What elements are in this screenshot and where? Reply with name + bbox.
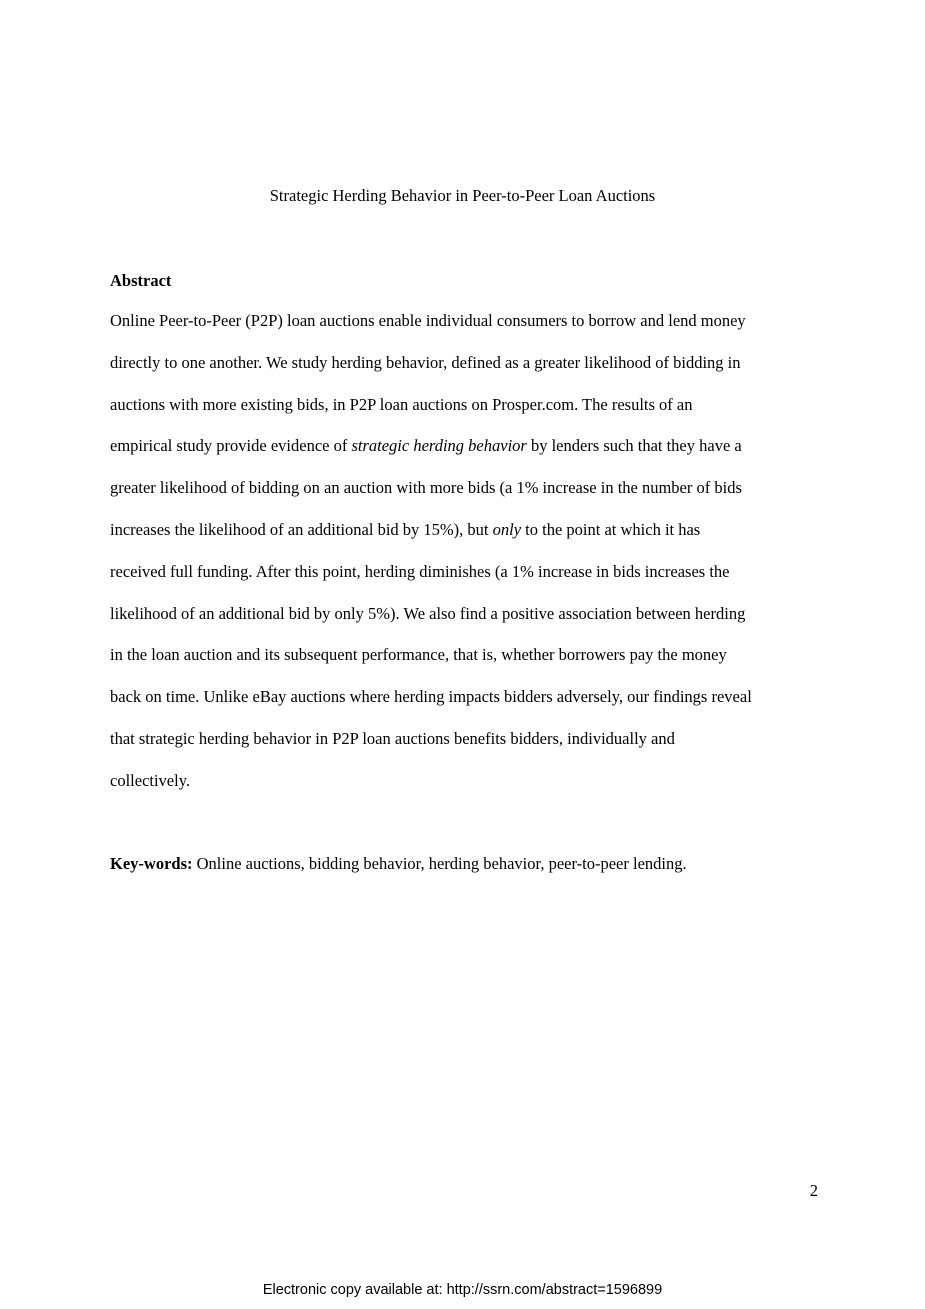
paper-title: Strategic Herding Behavior in Peer-to-Peer Loan Auctions — [269, 186, 656, 205]
abstract-line: auctions with more existing bids, in P2P loan auctions on Prosper.com. The results of an — [110, 394, 693, 414]
emphasis-only: only — [492, 519, 522, 539]
abstract-line: greater likelihood of bidding on an auction with more bids (a 1% increase in the number of bids — [110, 478, 742, 498]
abstract-line — [110, 509, 822, 551]
abstract-line: Online Peer-to-Peer (P2P) loan auctions enable individual consumers to borrow and lend money — [110, 311, 746, 330]
abstract-text: to the point at which it has — [521, 519, 701, 539]
abstract-body — [110, 300, 822, 802]
abstract-text: increases the likelihood of an additional bid by 15%), but — [110, 519, 493, 539]
abstract-line: directly to one another. We study herding behavior, defined as a greater likelihood of bidding in — [110, 352, 741, 372]
abstract-line: that strategic herding behavior in P2P loan auctions benefits bidders, individually and — [110, 728, 675, 748]
abstract-line: in the loan auction and its subsequent performance, that is, whether borrowers pay the money — [110, 645, 727, 665]
abstract-text: empirical study provide evidence of — [110, 436, 352, 456]
emphasis-strategic-herding: strategic herding behavior — [351, 436, 527, 456]
abstract-line — [110, 425, 822, 467]
abstract-line: received full funding. After this point, herding diminishes (a 1% increase in bids increases the — [110, 561, 730, 581]
abstract-line: collectively. — [110, 770, 191, 790]
keywords — [110, 853, 687, 875]
abstract-heading: Abstract — [110, 271, 172, 290]
footer-ssrn-notice: Electronic copy available at: http://ssrn.com/abstract=1596899 — [262, 1282, 663, 1298]
abstract-line: likelihood of an additional bid by only 5%). We also find a positive association between herding — [110, 603, 746, 623]
page-number: 2 — [809, 1181, 818, 1200]
keywords-text: Online auctions, bidding behavior, herding behavior, peer-to-peer lending. — [192, 854, 687, 873]
keywords-label: Key-words: — [110, 854, 193, 873]
abstract-line: back on time. Unlike eBay auctions where herding impacts bidders adversely, our findings reveal — [110, 687, 752, 707]
abstract-text: by lenders such that they have a — [526, 436, 742, 456]
